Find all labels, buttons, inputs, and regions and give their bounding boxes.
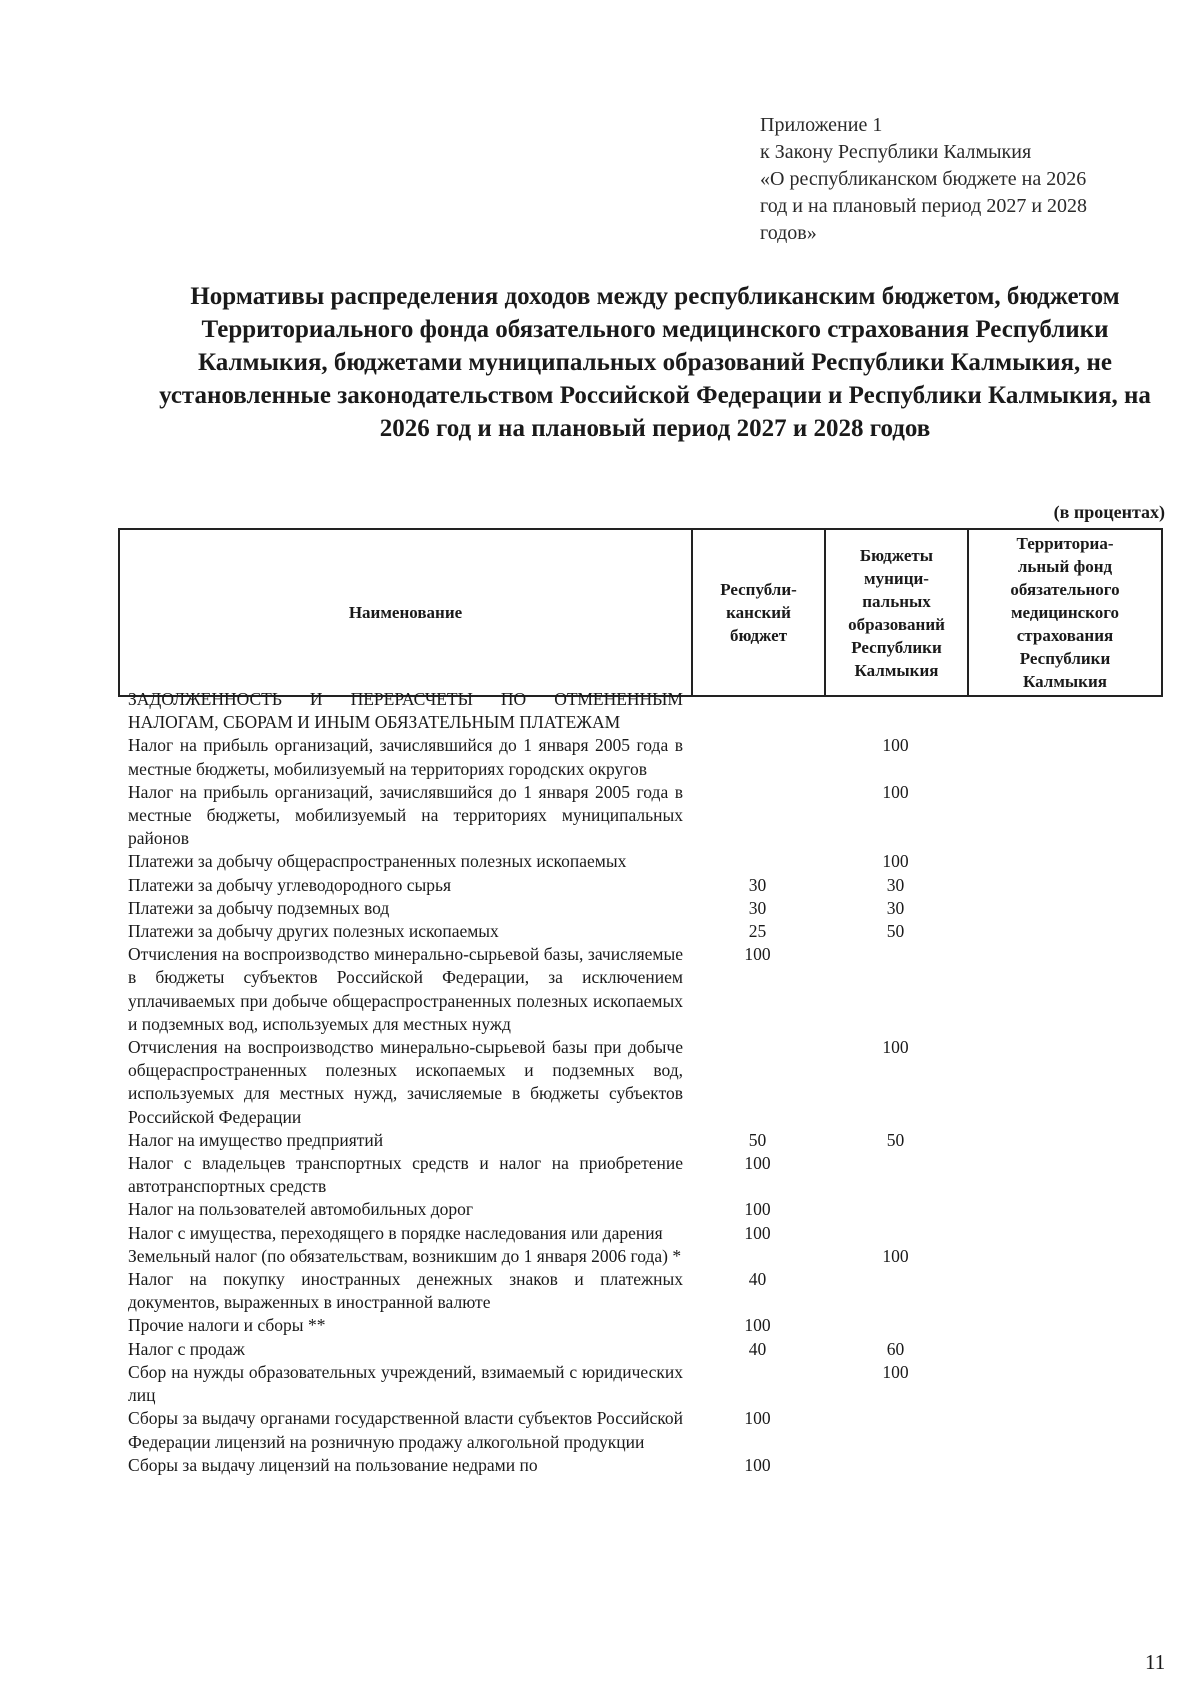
row-fund-value — [967, 1361, 1161, 1407]
table-row — [118, 943, 1161, 1036]
row-name: Сбор на нужды образовательных учреждений, взимаемый с юридических лиц — [128, 1361, 683, 1406]
row-name: Отчисления на воспроизводство минерально-сырьевой базы, зачисляемые в бюджеты субъектов Российской Федерации, за исключением уплачиваемых при добыче общераспространенных полезных ископаемых и подземных вод, используемых для местных нужд — [128, 944, 683, 1034]
row-name: Налог на покупку иностранных денежных знаков и платежных документов, выраженных в иностранной валюте — [128, 1269, 683, 1313]
row-municipal-value — [824, 1198, 967, 1221]
row-name: Налог с имущества, переходящего в порядке наследования или дарения — [128, 1222, 663, 1243]
table-row — [118, 1454, 1161, 1477]
row-municipal-value — [824, 688, 967, 734]
table-row — [118, 1268, 1161, 1314]
document-title: Нормативы распределения доходов между республиканским бюджетом, бюджетом Территориального фонда обязательного медицинского страхования Республики Калмыкия, бюджетами муниципальных образований Республики Калмыкия, не установленные законодательством Российской Федерации и Республики Калмыкия, на 2026 год и на плановый период 2027 и 2028 годов — [159, 283, 1151, 442]
row-republic-value: 100 — [744, 1199, 771, 1220]
row-republic-value: 100 — [744, 1222, 771, 1243]
attachment-line: год и на плановый период 2027 и 2028 — [760, 195, 1088, 217]
row-name: Налог на пользователей автомобильных дорог — [128, 1199, 474, 1220]
table-row — [118, 874, 1161, 897]
row-fund-value — [967, 850, 1161, 873]
header-fund: Территориа- льный фонд обязательного медицинского страхования Республики Калмыкия — [968, 529, 1162, 696]
row-republic-value: 100 — [744, 1408, 771, 1429]
distribution-table — [118, 688, 1161, 1477]
page-number: 11 — [1145, 1650, 1166, 1674]
attachment-note — [760, 112, 1160, 247]
table-row — [118, 1314, 1161, 1337]
row-municipal-value: 100 — [882, 1245, 909, 1266]
table-row — [118, 688, 1161, 734]
table-row — [118, 1036, 1161, 1129]
row-municipal-value: 50 — [886, 921, 905, 942]
row-fund-value — [967, 1152, 1161, 1198]
row-fund-value — [967, 781, 1161, 851]
row-municipal-value: 50 — [886, 1129, 905, 1150]
row-municipal-value — [824, 1152, 967, 1198]
table-row — [118, 1222, 1161, 1245]
row-fund-value — [967, 1198, 1161, 1221]
row-fund-value — [967, 1129, 1161, 1152]
row-municipal-value — [824, 1314, 967, 1337]
header-republic: Республи- канский бюджет — [692, 529, 825, 696]
row-fund-value — [967, 1454, 1161, 1477]
table-row — [118, 1245, 1161, 1268]
row-municipal-value — [824, 1268, 967, 1314]
row-fund-value — [967, 1245, 1161, 1268]
row-fund-value — [967, 897, 1161, 920]
table-row — [118, 1338, 1161, 1361]
row-republic-value: 50 — [748, 1129, 767, 1150]
row-republic-value: 30 — [748, 874, 767, 895]
row-name: Сборы за выдачу органами государственной власти субъектов Российской Федерации лицензий на розничную продажу алкогольной продукции — [128, 1408, 683, 1452]
row-name: Налог с владельцев транспортных средств и налог на приобретение автотранспортных средств — [128, 1153, 683, 1197]
row-republic-value: 100 — [744, 1454, 771, 1475]
row-fund-value — [967, 943, 1161, 1036]
table-row — [118, 734, 1161, 780]
row-name: Платежи за добычу общераспространенных полезных ископаемых — [128, 851, 627, 872]
row-fund-value — [967, 1036, 1161, 1129]
table-row — [118, 897, 1161, 920]
row-municipal-value — [824, 1454, 967, 1477]
row-name: Налог на имущество предприятий — [128, 1129, 384, 1150]
row-fund-value — [967, 1268, 1161, 1314]
row-republic-value — [691, 781, 824, 851]
row-republic-value — [691, 688, 824, 734]
table-row — [118, 920, 1161, 943]
row-name: Сборы за выдачу лицензий на пользование недрами по — [128, 1454, 538, 1475]
table-row — [118, 1129, 1161, 1152]
row-republic-value: 40 — [748, 1269, 767, 1290]
table-row — [118, 1152, 1161, 1198]
row-republic-value — [691, 850, 824, 873]
units-label: (в процентах) — [1053, 502, 1165, 522]
row-republic-value: 25 — [748, 921, 767, 942]
row-republic-value: 100 — [744, 1315, 771, 1336]
attachment-line: Приложение 1 — [760, 114, 883, 136]
row-fund-value — [967, 920, 1161, 943]
row-municipal-value: 30 — [886, 897, 905, 918]
row-name: Налог с продаж — [128, 1338, 245, 1359]
row-republic-value — [691, 1361, 824, 1407]
attachment-line: годов» — [760, 222, 817, 244]
row-municipal-value: 100 — [882, 1037, 909, 1058]
row-municipal-value: 100 — [882, 1361, 909, 1382]
row-republic-value — [691, 1036, 824, 1129]
row-fund-value — [967, 1222, 1161, 1245]
row-name: Налог на прибыль организаций, зачислявшийся до 1 января 2005 года в местные бюджеты, мобилизуемый на территориях городских округов — [128, 735, 683, 779]
attachment-line: «О республиканском бюджете на 2026 — [760, 168, 1087, 190]
row-name: Налог на прибыль организаций, зачислявшийся до 1 января 2005 года в местные бюджеты, мобилизуемый на территориях муниципальных районов — [128, 781, 683, 849]
row-republic-value: 30 — [748, 897, 767, 918]
row-name: ЗАДОЛЖЕННОСТЬ И ПЕРЕРАСЧЕТЫ ПО ОТМЕНЕННЫМ НАЛОГАМ, СБОРАМ И ИНЫМ ОБЯЗАТЕЛЬНЫМ ПЛАТЕЖАМ — [128, 689, 683, 733]
row-fund-value — [967, 734, 1161, 780]
row-name: Земельный налог (по обязательствам, возникшим до 1 января 2006 года) * — [128, 1245, 682, 1266]
row-republic-value — [691, 734, 824, 780]
row-republic-value: 40 — [748, 1338, 767, 1359]
row-republic-value: 100 — [744, 1153, 771, 1174]
row-name: Прочие налоги и сборы ** — [128, 1315, 326, 1336]
row-municipal-value: 30 — [886, 874, 905, 895]
row-fund-value — [967, 1314, 1161, 1337]
row-fund-value — [967, 688, 1161, 734]
table-header — [118, 528, 1163, 697]
row-name: Платежи за добычу углеводородного сырья — [128, 874, 451, 895]
row-name: Платежи за добычу других полезных ископаемых — [128, 921, 499, 942]
table-row — [118, 1361, 1161, 1407]
table-row — [118, 850, 1161, 873]
row-municipal-value: 60 — [886, 1338, 905, 1359]
table-row — [118, 1407, 1161, 1453]
row-municipal-value — [824, 1222, 967, 1245]
header-municipal: Бюджеты муници- пальных образований Республики Калмыкия — [825, 529, 968, 696]
attachment-line: к Закону Республики Калмыкия — [760, 141, 1032, 163]
row-fund-value — [967, 874, 1161, 897]
row-republic-value: 100 — [744, 944, 771, 965]
table-row — [118, 1198, 1161, 1221]
row-name: Платежи за добычу подземных вод — [128, 897, 390, 918]
row-municipal-value: 100 — [882, 735, 909, 756]
row-name: Отчисления на воспроизводство минерально-сырьевой базы при добыче общераспространенных полезных ископаемых и подземных вод, используемых для местных нужд, зачисляемые в бюджеты субъектов Российской Федерации — [128, 1037, 683, 1127]
header-name: Наименование — [119, 529, 692, 696]
row-municipal-value — [824, 1407, 967, 1453]
row-municipal-value — [824, 943, 967, 1036]
row-fund-value — [967, 1338, 1161, 1361]
row-republic-value — [691, 1245, 824, 1268]
row-municipal-value: 100 — [882, 781, 909, 802]
row-municipal-value: 100 — [882, 851, 909, 872]
row-fund-value — [967, 1407, 1161, 1453]
table-row — [118, 781, 1161, 851]
